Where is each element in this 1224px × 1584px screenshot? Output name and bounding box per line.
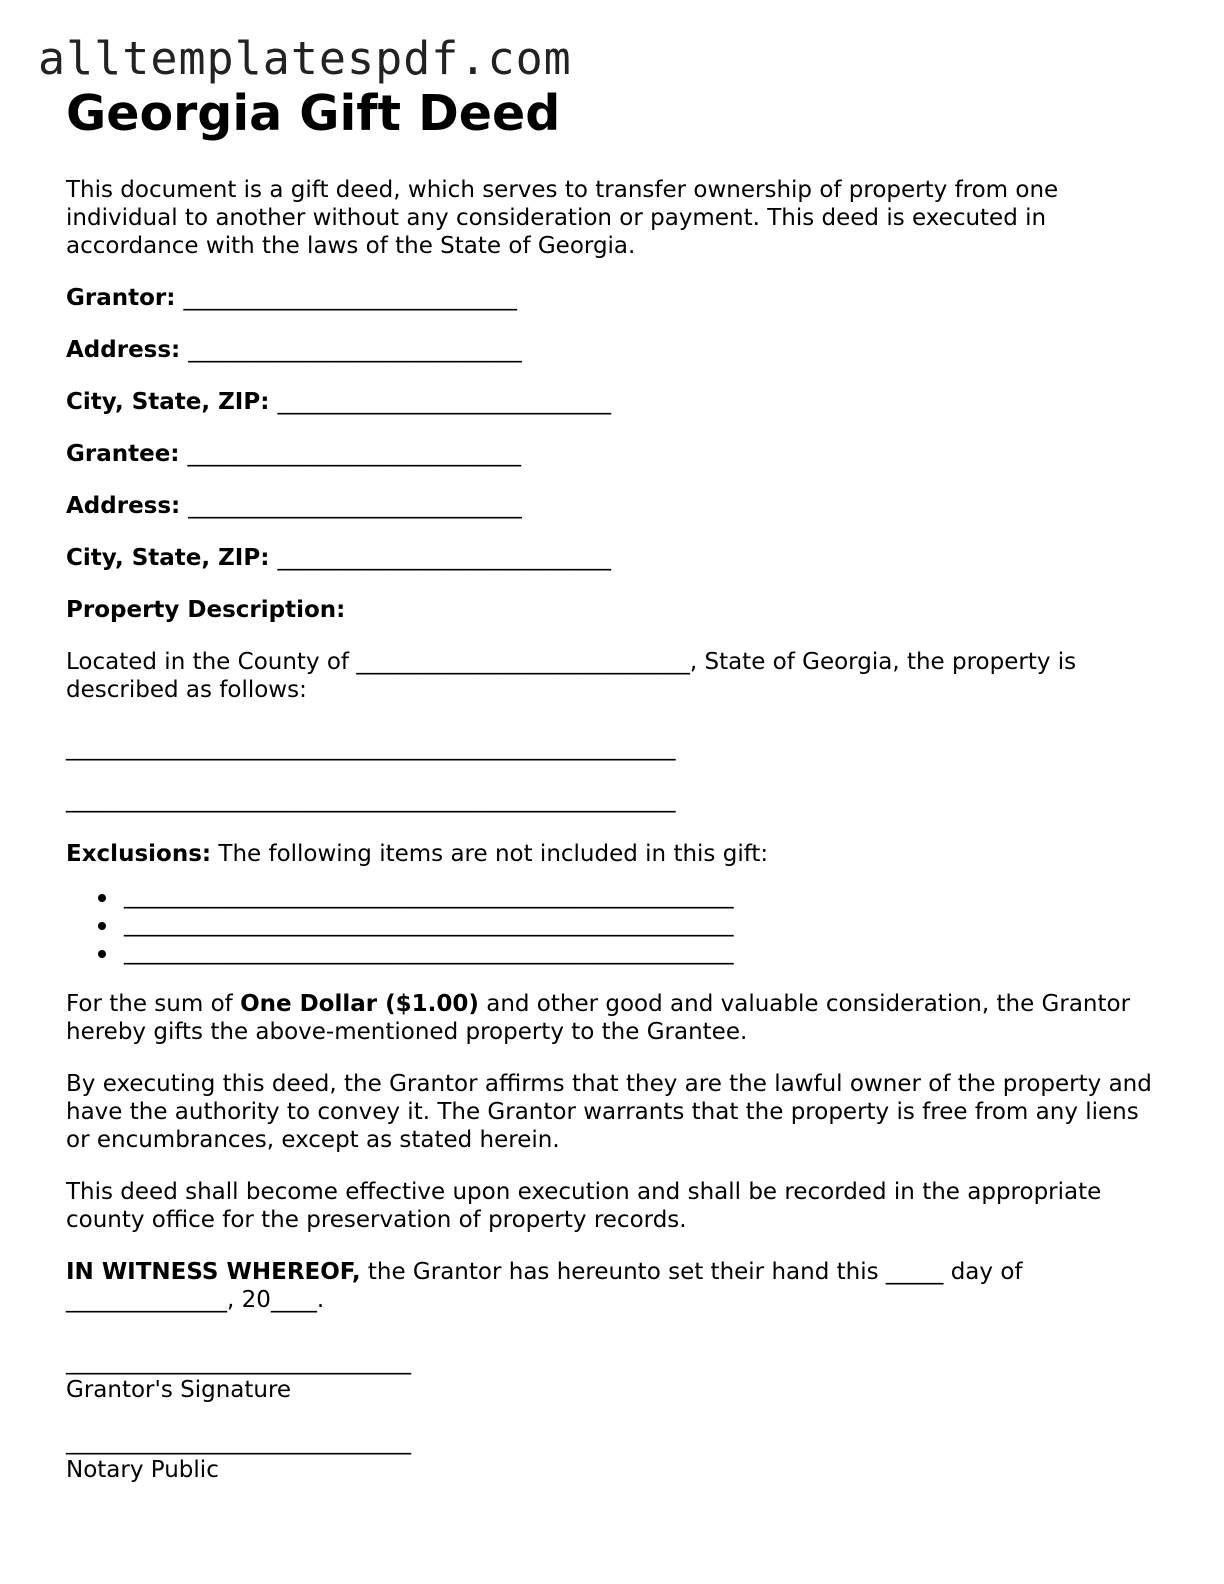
notary-signature-line[interactable]: ______________________________: [66, 1429, 411, 1455]
notary-signature-block: [66, 1428, 1156, 1484]
grantor-field: [66, 284, 1156, 312]
exclusions-paragraph: [66, 840, 1156, 868]
county-prefix: Located in the County of: [66, 649, 350, 675]
affirmation-paragraph: By executing this deed, the Grantor affirms that they are the lawful owner of the property and have the authority to convey it. The Grantor warrants that the property is free from any liens or encumbrances, except as stated herein.: [66, 1071, 1152, 1153]
witness-text[interactable]: the Grantor has hereunto set their hand this _____ day of ______________, 20____.: [66, 1259, 1023, 1313]
exclusions-text: The following items are not included in this gift:: [218, 841, 769, 867]
consideration-suffix: and other good and valuable consideration, the Grantor hereby gifts the above-mentioned property to the Grantee.: [66, 991, 1131, 1045]
grantee-field: [66, 440, 1156, 468]
grantor-signature-line[interactable]: ______________________________: [66, 1349, 411, 1375]
grantor-address-blank[interactable]: _____________________________: [188, 337, 522, 363]
field-label: City, State, ZIP:: [66, 545, 270, 571]
grantor-city-blank[interactable]: _____________________________: [277, 389, 611, 415]
grantor-address-field: [66, 336, 1156, 364]
grantee-address-blank[interactable]: _____________________________: [188, 493, 522, 519]
field-label: City, State, ZIP:: [66, 389, 270, 415]
grantee-address-field: [66, 492, 1156, 520]
witness-paragraph: [66, 1258, 1156, 1314]
consideration-amount: One Dollar ($1.00): [240, 991, 479, 1017]
consideration-paragraph: [66, 990, 1156, 1046]
exclusions-list: [66, 882, 1156, 966]
field-label: Address:: [66, 493, 181, 519]
property-heading: Property Description:: [66, 597, 346, 623]
grantee-blank[interactable]: _____________________________: [187, 441, 522, 467]
field-label: Grantee:: [66, 441, 180, 467]
witness-lead: IN WITNESS WHEREOF,: [66, 1259, 361, 1285]
exclusions-label: Exclusions:: [66, 841, 212, 867]
grantor-city-field: [66, 388, 1156, 416]
grantor-signature-label: Grantor's Signature: [66, 1377, 292, 1403]
county-suffix: , State of Georgia, the property is described as follows:: [66, 649, 1077, 703]
exclusion-item[interactable]: _____________________________________________________: [124, 938, 1156, 966]
grantor-blank[interactable]: _____________________________: [183, 285, 517, 311]
exclusion-item[interactable]: _____________________________________________________: [124, 882, 1156, 910]
notary-signature-label: Notary Public: [66, 1457, 219, 1483]
intro-paragraph: This document is a gift deed, which serves to transfer ownership of property from one individual to another without any consideration or payment. This deed is executed in accordance with the laws of the State of Georgia.: [66, 177, 1059, 259]
grantee-city-field: [66, 544, 1156, 572]
field-label: Address:: [66, 337, 181, 363]
effective-paragraph: This deed shall become effective upon execution and shall be recorded in the appropriate county office for the preservation of property records.: [66, 1179, 1102, 1233]
description-line[interactable]: _____________________________________________________: [66, 787, 676, 813]
consideration-prefix: For the sum of: [66, 991, 233, 1017]
grantor-signature-block: [66, 1348, 1156, 1404]
document-page: [66, 86, 1156, 1484]
watermark: alltemplatespdf.com: [38, 32, 572, 85]
document-title: Georgia Gift Deed: [66, 85, 561, 142]
description-line[interactable]: _____________________________________________________: [66, 735, 676, 761]
exclusion-item[interactable]: _____________________________________________________: [124, 910, 1156, 938]
county-blank[interactable]: _____________________________: [356, 649, 690, 675]
grantee-city-blank[interactable]: _____________________________: [277, 545, 611, 571]
county-paragraph: [66, 648, 1156, 704]
field-label: Grantor:: [66, 285, 176, 311]
